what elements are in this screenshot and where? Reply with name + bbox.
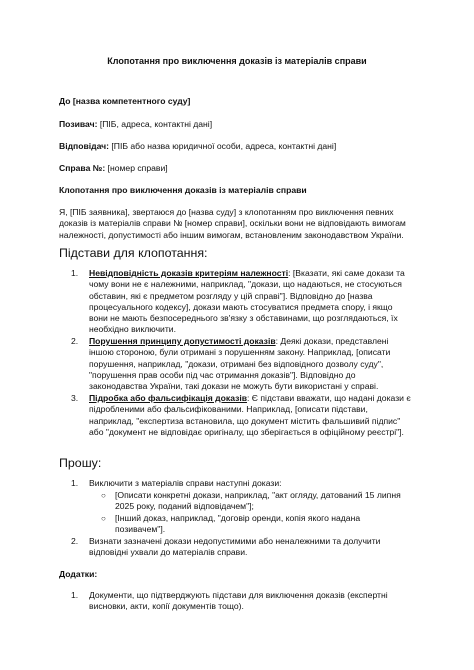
defendant-value: [ПІБ або назва юридичної особи, адреса, контактні дані] <box>109 141 337 151</box>
grounds-item-line: законодавства України, такі докази не можуть бути використані у справі. <box>89 381 379 392</box>
grounds-item-title: Порушення принципу допустимості доказів <box>89 336 276 346</box>
grounds-item-line: або "документ не відповідає оригіналу, що зберігається в офіційному реєстрі"]. <box>89 426 404 437</box>
document-title: Клопотання про виключення доказів із матеріалів справи <box>107 56 367 66</box>
circle-bullet-icon: ○ <box>101 491 106 500</box>
grounds-item-line: обставин, які є предметом розгляду у цій справі"]. Відповідно до [назва <box>89 290 373 301</box>
grounds-item-text <box>89 336 423 392</box>
grounds-item-line: іншою стороною, були отримані з порушенням закону. Наприклад, [описати <box>89 347 391 358</box>
grounds-item-line: порушення, наприклад, "докази, отримані без відповідного дозволу суду", <box>89 358 384 369</box>
document-subtitle: Клопотання про виключення доказів із матеріалів справи <box>59 185 307 195</box>
plaintiff-line <box>59 119 419 130</box>
grounds-item-line: чому вони не є належними, наприклад, "докази, що надаються, не стосуються <box>89 279 402 290</box>
list-number: 2. <box>71 536 79 546</box>
grounds-item-text <box>89 268 423 336</box>
intro-line: Я, [ПІБ заявника], звертаюся до [назва суду] з клопотанням про виключення певних <box>59 207 394 217</box>
grounds-item-line: наприклад, "експертиза встановила, що документ містить фальшивий підпис" <box>89 415 401 426</box>
request-item-text <box>89 536 423 559</box>
list-number: 1. <box>71 590 79 600</box>
circle-bullet-icon: ○ <box>101 514 106 523</box>
grounds-item-line: "порушення прав особи під час отримання доказів"]. Відповідно до <box>89 369 356 380</box>
court-addressee: До [назва компетентного суду] <box>59 96 191 106</box>
case-number-line <box>59 163 419 174</box>
defendant-label: Відповідач: <box>59 141 110 151</box>
request-item-line: Визнати зазначені докази недопустимими або неналежними та долучити <box>89 536 381 546</box>
attachments-heading: Додатки: <box>59 569 98 579</box>
request-heading: Прошу: <box>59 456 102 470</box>
grounds-item-text <box>89 393 423 438</box>
list-number: 2. <box>71 336 79 346</box>
list-number: 3. <box>71 393 79 403</box>
case-label: Справа №: <box>59 163 106 173</box>
grounds-item-title: Підробка або фальсифікація доказів <box>89 393 248 403</box>
grounds-item-title: Невідповідність доказів критеріям належності <box>89 268 289 278</box>
attachment-item-text <box>89 590 423 613</box>
attachment-item-line: висновки, акти, копії документів тощо). <box>89 601 244 612</box>
grounds-item-line: необхідно виключити. <box>89 324 176 335</box>
list-number: 1. <box>71 478 79 488</box>
request-subitem-line: позивачем"]. <box>115 524 166 535</box>
grounds-item-line: : Деякі докази, представлені <box>275 336 389 346</box>
plaintiff-label: Позивач: <box>59 119 98 129</box>
request-subitem-text <box>115 513 421 536</box>
intro-line: належності, допустимості або іншим вимогам, встановленим законодавством України. <box>59 229 404 240</box>
intro-line: доказів із матеріалів справи № [номер справи], оскільки вони не відповідають вимогам <box>59 218 406 229</box>
defendant-line <box>59 141 419 152</box>
case-value: [номер справи] <box>105 163 168 173</box>
grounds-item-line: : Є підстави вважати, що надані докази є <box>247 393 411 403</box>
intro-paragraph <box>59 207 419 241</box>
plaintiff-value: [ПІБ, адреса, контактні дані] <box>97 119 213 129</box>
grounds-item-line: : [Вказати, які саме докази та <box>288 268 405 278</box>
request-subitem-line: [Інший доказ, наприклад, "договір оренди, копія якого надана <box>115 513 361 523</box>
attachment-item-line: Документи, що підтверджують підстави для виключення доказів (експертні <box>89 590 388 600</box>
request-subitem-line: 2025 року, поданий відповідачем"]; <box>115 501 254 512</box>
request-subitem-text <box>115 490 421 513</box>
list-number: 1. <box>71 268 79 278</box>
grounds-heading: Підстави для клопотання: <box>59 246 208 260</box>
request-subitem-line: [Описати конкретні докази, наприклад, "акт огляду, датований 15 липня <box>115 490 401 500</box>
grounds-item-line: процесуального кодексу], докази мають стосуватися предмета спору, і якщо <box>89 301 393 312</box>
grounds-item-line: підробленими або фальсифікованими. Наприклад, [описати підстави, <box>89 404 368 415</box>
request-item-text: Виключити з матеріалів справи наступні докази: <box>89 478 282 488</box>
grounds-item-line: вони не мають безпосереднього зв'язку з обставинами, що розглядаються, їх <box>89 313 398 324</box>
request-item-line: відповідні ухвали до матеріалів справи. <box>89 547 248 558</box>
